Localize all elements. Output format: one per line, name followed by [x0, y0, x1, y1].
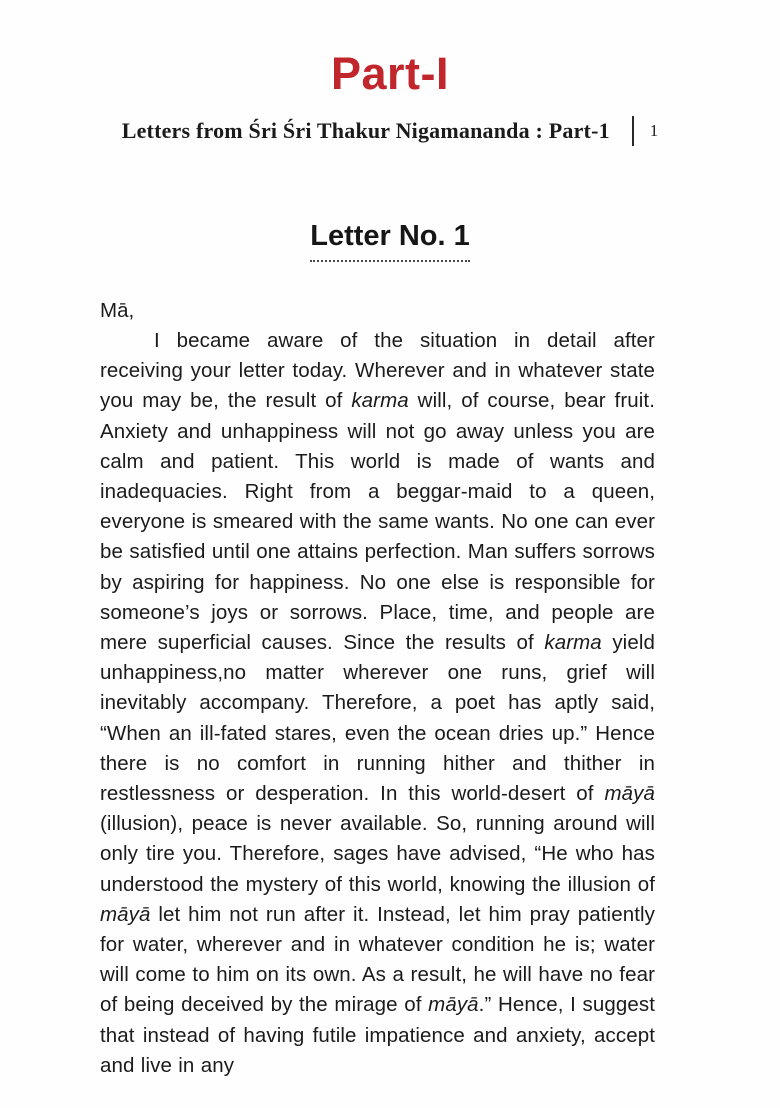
page-number: 1 — [649, 121, 659, 140]
salutation: Mā, — [100, 299, 135, 322]
body-text-segment: let him not run after it. Instead, let him pray patiently for water, wherever and in whatever condition he is; water will come to him on its own. As a result, he will have no fear of being deceived by the mirage of — [100, 902, 655, 1017]
body-italic-term: māyā — [428, 993, 479, 1017]
body-italic-term: māyā — [100, 902, 151, 926]
body-text-segment: yield unhappiness,no matter wherever one runs, grief will inevitably accompany. Therefore, a poet has aptly said, “When an ill-fated stares, even the ocean dries up.” Hence there is no comfort in running hither and thither in restlessness or desperation. In this world-desert of — [100, 631, 655, 806]
letter-text-block — [100, 296, 655, 1081]
letter-title-row — [0, 220, 780, 262]
running-header — [0, 116, 780, 146]
body-text-segment: .” Hence, I suggest that instead of having futile impatience and anxiety, accept and live in any — [100, 993, 656, 1077]
letter-body-paragraph — [100, 326, 655, 1081]
body-text-segment: (illusion), peace is never available. So, running around will only tire you. Therefore, sages have advised, “He who has understood the mystery of this world, knowing the illusion of — [100, 812, 655, 896]
body-italic-term: karma — [351, 389, 409, 413]
letter-title: Letter No. 1 — [310, 220, 470, 262]
running-header-title: Letters from Śri Śri Thakur Nigamananda : Part-1 — [121, 118, 610, 143]
header-divider-rule — [632, 116, 634, 146]
part-title: Part-I — [330, 48, 450, 99]
body-italic-term: karma — [544, 631, 602, 655]
body-italic-term: māyā — [604, 782, 655, 806]
body-text-segment: I became aware of the situation in detail after receiving your letter today. Wherever and in whatever state you may be, the result of — [100, 329, 655, 413]
body-text-segment: will, of course, bear fruit. Anxiety and unhappiness will not go away unless you are calm and patient. This world is made of wants and inadequacies. Right from a beggar-maid to a queen, everyone is smeared with the same wants. No one can ever be satisfied until one attains perfection. Man suffers sorrows by aspiring for happiness. No one else is responsible for someone’s joys or sorrows. Place, time, and people are mere superficial causes. Since the results of — [100, 389, 655, 655]
